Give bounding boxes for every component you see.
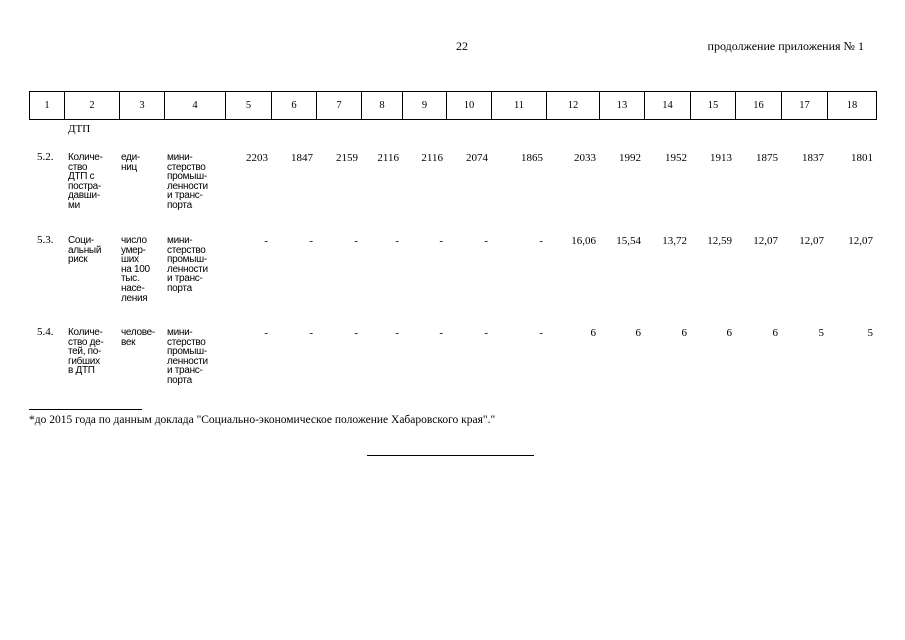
header-col-1: 1 [30, 92, 65, 120]
value-col-8: - [395, 327, 399, 339]
executor-line: порта [167, 282, 192, 294]
header-col-10: 10 [447, 92, 492, 120]
header-col-8: 8 [362, 92, 403, 120]
value-col-11: - [539, 327, 543, 339]
value-col-9: 2116 [421, 152, 443, 164]
value-col-17: 12,07 [799, 235, 824, 247]
responsible-executor [167, 328, 208, 386]
value-col-11: - [539, 235, 543, 247]
value-col-13: 15,54 [616, 235, 641, 247]
value-col-8: - [395, 235, 399, 247]
value-col-5: - [264, 327, 268, 339]
executor-line: промыш- [167, 171, 207, 183]
unit-of-measure [121, 153, 140, 172]
responsible-executor [167, 153, 208, 211]
value-col-7: 2159 [336, 152, 358, 164]
value-col-13: 6 [635, 327, 641, 339]
value-col-8: 2116 [377, 152, 399, 164]
indicator-name [68, 236, 101, 265]
value-col-16: 1875 [756, 152, 778, 164]
value-col-18: 12,07 [848, 235, 873, 247]
value-col-7: - [354, 235, 358, 247]
value-col-17: 1837 [802, 152, 824, 164]
responsible-executor [167, 236, 208, 294]
value-col-15: 6 [726, 327, 732, 339]
indicator-line: в ДТП [68, 365, 95, 377]
value-col-10: - [484, 235, 488, 247]
unit-line: еди- [121, 152, 140, 163]
indicator-line: риск [68, 254, 88, 266]
executor-line: ленности [167, 355, 208, 367]
continuation-label: продолжение приложения № 1 [707, 39, 864, 53]
indicator-line: Количе- [68, 327, 103, 338]
value-col-9: - [439, 327, 443, 339]
value-col-6: 1847 [291, 152, 313, 164]
header-col-16: 16 [736, 92, 782, 120]
executor-line: стерство [167, 244, 206, 256]
row-number: 5.2. [37, 151, 54, 163]
value-col-9: - [439, 235, 443, 247]
end-of-document-line [367, 455, 534, 456]
row-number: 5.4. [37, 326, 54, 338]
carryover-text: ДТП [68, 123, 91, 135]
header-col-14: 14 [645, 92, 691, 120]
executor-line: ленности [167, 180, 208, 192]
indicator-line: тей, по- [68, 346, 102, 358]
unit-line: умер- [121, 244, 146, 256]
indicator-line: ство [68, 161, 88, 173]
executor-line: мини- [167, 152, 193, 163]
executor-line: и транс- [167, 273, 203, 285]
indicator-line: давши- [68, 190, 100, 202]
value-col-15: 1913 [710, 152, 732, 164]
header-col-7: 7 [317, 92, 362, 120]
value-col-10: - [484, 327, 488, 339]
header-col-15: 15 [691, 92, 736, 120]
value-col-14: 1952 [665, 152, 687, 164]
value-col-5: 2203 [246, 152, 268, 164]
value-col-14: 13,72 [662, 235, 687, 247]
indicator-line: альный [68, 244, 102, 256]
footnote-separator [29, 409, 142, 410]
value-col-5: - [264, 235, 268, 247]
indicator-line: постра- [68, 180, 101, 192]
executor-line: промыш- [167, 346, 207, 358]
value-col-6: - [309, 235, 313, 247]
value-col-15: 12,59 [707, 235, 732, 247]
value-col-7: - [354, 327, 358, 339]
executor-line: и транс- [167, 190, 203, 202]
value-col-18: 1801 [851, 152, 873, 164]
executor-line: стерство [167, 161, 206, 173]
indicator-line: ми [68, 199, 80, 211]
unit-line: ниц [121, 161, 137, 173]
value-col-16: 12,07 [753, 235, 778, 247]
value-col-14: 6 [681, 327, 687, 339]
unit-line: тыс. [121, 273, 140, 285]
unit-line: ления [121, 292, 148, 304]
header-col-18: 18 [828, 92, 877, 120]
unit-of-measure [121, 236, 150, 303]
executor-line: мини- [167, 235, 193, 246]
value-col-17: 5 [818, 327, 824, 339]
value-col-11: 1865 [521, 152, 543, 164]
header-col-2: 2 [65, 92, 120, 120]
header-col-17: 17 [782, 92, 828, 120]
column-number-header [29, 91, 877, 120]
indicator-name [68, 328, 103, 376]
value-col-13: 1992 [619, 152, 641, 164]
header-col-3: 3 [120, 92, 165, 120]
indicator-line: Количе- [68, 152, 103, 163]
indicator-line: ДТП с [68, 171, 95, 183]
value-col-18: 5 [867, 327, 873, 339]
header-col-5: 5 [226, 92, 272, 120]
executor-line: стерство [167, 336, 206, 348]
header-col-6: 6 [272, 92, 317, 120]
unit-line: на 100 [121, 263, 150, 275]
value-col-6: - [309, 327, 313, 339]
executor-line: порта [167, 374, 192, 386]
row-number: 5.3. [37, 234, 54, 246]
executor-line: промыш- [167, 254, 207, 266]
unit-line: насе- [121, 282, 145, 294]
header-col-9: 9 [403, 92, 447, 120]
value-col-12: 6 [590, 327, 596, 339]
header-col-4: 4 [165, 92, 226, 120]
header-col-13: 13 [600, 92, 645, 120]
unit-line: ших [121, 254, 139, 266]
executor-line: ленности [167, 263, 208, 275]
value-col-10: 2074 [466, 152, 488, 164]
indicator-name [68, 153, 103, 211]
value-col-12: 2033 [574, 152, 596, 164]
unit-line: век [121, 336, 136, 348]
footnote: *до 2015 года по данным доклада "Социально-экономическое положение Хабаровского края"." [29, 414, 496, 426]
indicator-line: ство де- [68, 336, 104, 348]
value-col-16: 6 [772, 327, 778, 339]
executor-line: порта [167, 199, 192, 211]
indicator-line: гибших [68, 355, 100, 367]
executor-line: мини- [167, 327, 193, 338]
header-col-12: 12 [547, 92, 600, 120]
header-col-11: 11 [492, 92, 547, 120]
value-col-12: 16,06 [571, 235, 596, 247]
unit-line: челове- [121, 327, 155, 338]
unit-of-measure [121, 328, 155, 347]
page-number: 22 [456, 39, 468, 53]
unit-line: число [121, 235, 147, 246]
indicator-line: Соци- [68, 235, 94, 246]
executor-line: и транс- [167, 365, 203, 377]
